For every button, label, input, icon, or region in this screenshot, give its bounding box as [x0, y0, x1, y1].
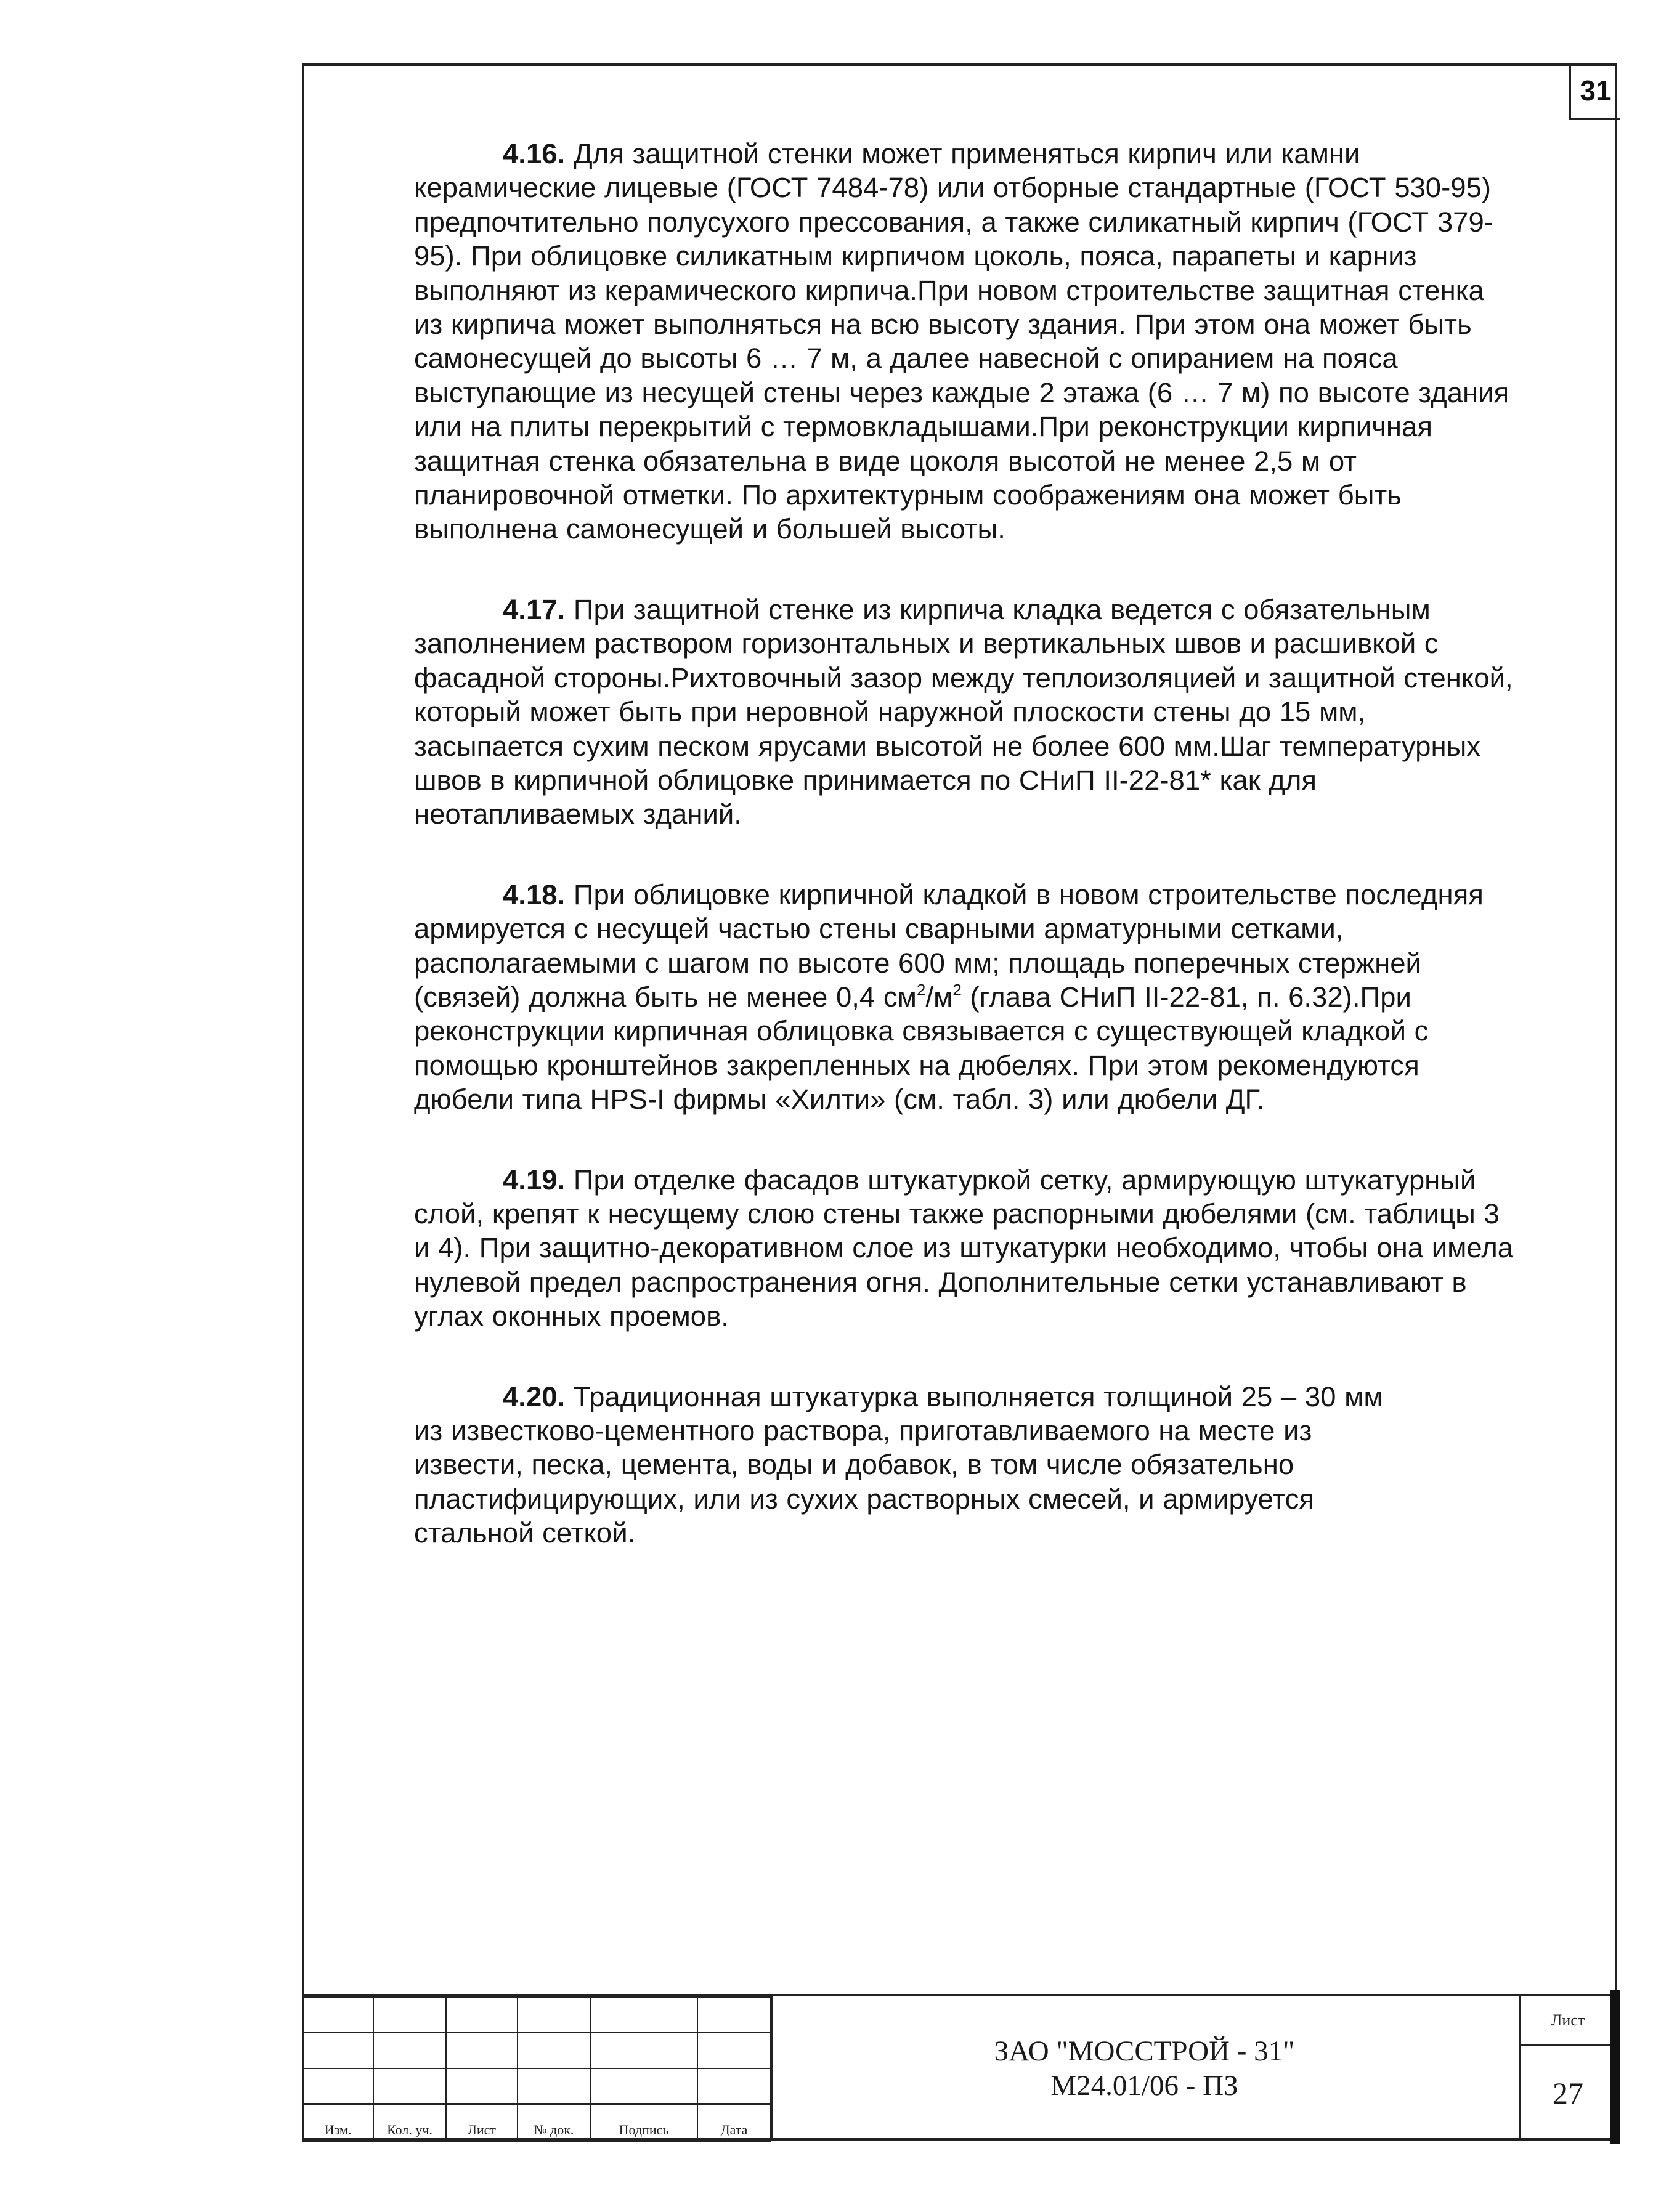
revision-cell — [373, 1997, 446, 2033]
revision-cell — [446, 2068, 518, 2104]
document-body — [414, 137, 1517, 1597]
column-label-change: Изм. — [303, 2104, 373, 2141]
sheet-label: Лист — [1521, 1996, 1615, 2046]
company-name: ЗАО "МОССТРОЙ - 31" — [994, 2035, 1295, 2067]
paragraph-number: 4.20. — [503, 1380, 566, 1412]
binding-edge-mark — [1610, 1990, 1620, 2144]
revision-cell — [303, 1997, 373, 2033]
revision-cell — [697, 1997, 771, 2033]
column-label-count: Кол. уч. — [373, 2104, 446, 2141]
paragraph-4-16 — [414, 137, 1517, 546]
corner-sheet-number: 31 — [1569, 63, 1620, 120]
paragraph-4-20 — [414, 1380, 1412, 1550]
revision-cell — [446, 1997, 518, 2033]
revision-cell — [446, 2033, 518, 2068]
revision-cell — [590, 2068, 697, 2104]
column-label-sheet: Лист — [446, 2104, 518, 2141]
column-label-date: Дата — [697, 2104, 771, 2141]
paragraph-text: При отделке фасадов штукатуркой сетку, армирующую штукатурный слой, крепят к несущему слою стены также распорными дюбелями (см. таблицы 3 и 4). При защитно-декоративном слое из штукатурки необходимо, чтобы она имела нулевой предел распространения огня. Дополнительные сетки устанавливают в углах оконных проемов. — [414, 1164, 1514, 1332]
paragraph-text: При защитной стенке из кирпича кладка ведется с обязательным заполнением раствором горизонтальных и вертикальных швов и расшивкой с фасадной стороны.Рихтовочный зазор между теплоизоляцией и защитной стенкой, который может быть при неровной наружной плоскости стены до 15 мм, засыпается сухим песком ярусами высотой не более 600 мм.Шаг температурных швов в кирпичной облицовке принимается по СНиП II-22-81* как для неотапливаемых зданий. — [414, 593, 1513, 830]
paragraph-number: 4.17. — [503, 593, 566, 625]
revision-cell — [373, 2033, 446, 2068]
revision-cell — [518, 2068, 590, 2104]
document-code: М24.01/06 - ПЗ — [1050, 2070, 1238, 2102]
title-block-center — [770, 1996, 1519, 2141]
paragraph-number: 4.16. — [503, 138, 566, 169]
paragraph-4-19 — [414, 1163, 1517, 1334]
revision-cell — [303, 2033, 373, 2068]
revision-cell — [590, 1997, 697, 2033]
paragraph-text: (глава СНиП II-22-81, п. 6.32).При реконструкции кирпичная облицовка связывается с существующей кладкой с помощью кронштейнов закрепленных на дюбелях. При этом рекомендуются дюбели типа HPS-I фирмы «Хилти» (см. табл. 3) или дюбели ДГ. — [414, 981, 1429, 1116]
paragraph-number: 4.19. — [503, 1164, 566, 1196]
revision-cell — [697, 2068, 771, 2104]
title-block — [302, 1994, 1617, 2141]
revision-cell — [303, 2068, 373, 2104]
superscript: 2 — [952, 980, 962, 999]
revision-cell — [697, 2033, 771, 2068]
column-label-doc-number: № док. — [518, 2104, 590, 2141]
paragraph-4-18 — [414, 878, 1517, 1117]
paragraph-text: /м — [925, 981, 953, 1013]
sheet-number: 27 — [1553, 2076, 1583, 2110]
revision-table — [302, 1996, 771, 2142]
superscript: 2 — [916, 980, 926, 999]
paragraph-number: 4.18. — [503, 878, 566, 910]
paragraph-text: При облицовке кирпичной кладкой в новом строительстве последняя армируется с несущей частью стены сварными арматурными сетками, располагаемыми с шагом по высоте 600 мм; площадь поперечных стержней (связей) должна быть не менее 0,4 см — [414, 878, 1484, 1013]
revision-cell — [518, 1997, 590, 2033]
paragraph-text: Традиционная штукатурка выполняется толщиной 25 – 30 мм из известково-цементного раствора, приготавливаемого на месте из извести, песка, цемента, воды и добавок, в том числе обязательно пластифицирующих, или из сухих растворных смесей, и армируется стальной сеткой. — [414, 1380, 1383, 1549]
revision-cell — [590, 2033, 697, 2068]
revision-cell — [373, 2068, 446, 2104]
column-label-signature: Подпись — [590, 2104, 697, 2141]
paragraph-text: Для защитной стенки может применяться кирпич или камни керамические лицевые (ГОСТ 7484-78) или отборные стандартные (ГОСТ 530-95) предпочтительно полусухого прессования, а также силикатный кирпич (ГОСТ 379-95). При облицовке силикатным кирпичом цоколь, пояса, парапеты и карниз выполняют из керамического кирпича.При новом строительстве защитная стенка из кирпича может выполняться на всю высоту здания. При этом она может быть самонесущей до высоты 6 … 7 м, а далее навесной с опиранием на пояса выступающие из несущей стены через каждые 2 этажа (6 … 7 м) по высоте здания или на плиты перекрытий с термовкладышами.При реконструкции кирпичная защитная стенка обязательна в виде цоколя высотой не менее 2,5 м от планировочной отметки. По архитектурным соображениям она может быть выполнена самонесущей и большей высоты. — [414, 138, 1509, 545]
revision-cell — [518, 2033, 590, 2068]
paragraph-4-17 — [414, 593, 1517, 832]
